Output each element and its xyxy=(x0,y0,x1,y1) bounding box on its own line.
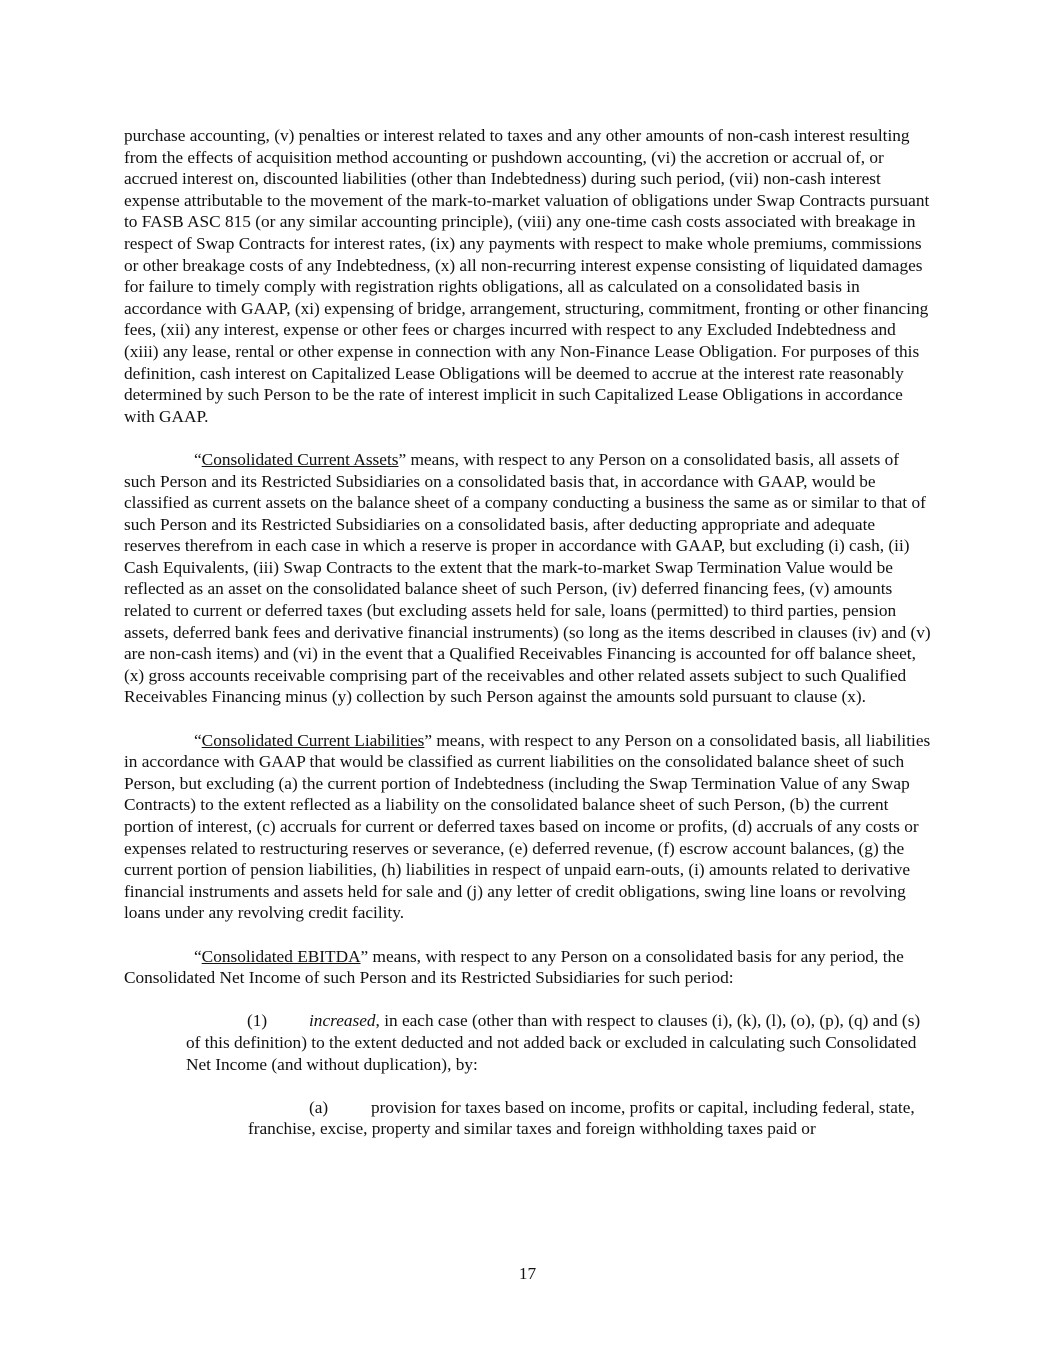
clause-number: (a) xyxy=(309,1097,329,1117)
open-quote: “ xyxy=(194,449,202,469)
clause-keyword: increased xyxy=(309,1011,376,1031)
open-quote: “ xyxy=(194,946,202,966)
clause-a-provision-for-taxes xyxy=(248,1097,932,1140)
defined-term: Consolidated EBITDA xyxy=(201,946,361,966)
page-number: 17 xyxy=(518,1264,537,1283)
open-quote: “ xyxy=(194,730,202,750)
defined-term: Consolidated Current Assets xyxy=(201,449,399,469)
definition-consolidated-current-assets xyxy=(124,449,932,708)
document-page xyxy=(124,125,932,1140)
definition-consolidated-current-liabilities xyxy=(124,730,932,924)
definition-consolidated-ebitda xyxy=(124,946,932,989)
defined-term: Consolidated Current Liabilities xyxy=(201,730,425,750)
paragraph-interest-expense-continuation: purchase accounting, (v) penalties or interest related to taxes and any other amounts of non-cash interest resulting from the effects of acquisition method accounting or pushdown accounting, (vi) the accretion or accrual of, or accrued interest on, discounted liabilities (other than Indebtedness) during such period, (vii) non-cash interest expense attributable to the movement of the mark-to-market valuation of obligations under Swap Contracts pursuant to FASB ASC 815 (or any similar accounting principle), (viii) any one-time cash costs associated with breakage in respect of Swap Contracts for interest rates, (ix) any payments with respect to make whole premiums, commissions or other breakage costs of any Indebtedness, (x) all non-recurring interest expense consisting of liquidated damages for failure to timely comply with registration rights obligations, all as calculated on a consolidated basis in accordance with GAAP, (xi) expensing of bridge, arrangement, structuring, commitment, fronting or other financing fees, (xii) any interest, expense or other fees or charges incurred with respect to any Excluded Indebtedness and (xiii) any lease, rental or other expense in connection with any Non-Finance Lease Obligation. For purposes of this definition, cash interest on Capitalized Lease Obligations will be deemed to accrue at the interest rate reasonably determined by such Person to be the rate of interest implicit in such Capitalized Lease Obligations in accordance with GAAP. xyxy=(124,126,930,426)
clause-text: provision for taxes based on income, profits or capital, including federal, state, franchise, excise, property and similar taxes and foreign withholding taxes paid or xyxy=(248,1097,915,1139)
definition-text: ” means, with respect to any Person on a consolidated basis, all assets of such Person and its Restricted Subsidiaries on a consolidated basis that, in accordance with GAAP, would be classified as current assets on the balance sheet of a company conducting a business the same as or similar to that of such Person and its Restricted Subsidiaries on a consolidated basis, after deducting appropriate and adequate reserves therefrom in each case in which a reserve is proper in accordance with GAAP, but excluding (i) cash, (ii) Cash Equivalents, (iii) Swap Contracts to the extent that the mark-to-market Swap Termination Value would be reflected as an asset on the consolidated balance sheet of such Person, (iv) deferred financing fees, (v) amounts related to current or deferred taxes (but excluding assets held for sale, loans (permitted) to third parties, pension assets, deferred bank fees and derivative financial instruments) (so long as the items described in clauses (iv) and (v) are non-cash items) and (vi) in the event that a Qualified Receivables Financing is accounted for off balance sheet, (x) gross accounts receivable comprising part of the receivables and other related assets subject to such Qualified Receivables Financing minus (y) collection by such Person against the amounts sold pursuant to clause (x). xyxy=(124,449,931,707)
definition-text: ” means, with respect to any Person on a consolidated basis, all liabilities in accordance with GAAP that would be classified as current liabilities on the consolidated balance sheet of such Person, but excluding (a) the current portion of Indebtedness (including the Swap Termination Value of any Swap Contracts) to the extent reflected as a liability on the consolidated balance sheet of such Person, (b) the current portion of interest, (c) accruals for current or deferred taxes based on income or profits, (d) accruals of any costs or expenses related to restructuring reserves or severance, (e) deferred revenue, (f) escrow account balances, (g) the current portion of pension liabilities, (h) liabilities in respect of unpaid earn-outs, (i) amounts related to derivative financial instruments and assets held for sale and (j) any letter of credit obligations, swing line loans or revolving loans under any revolving credit facility. xyxy=(124,730,931,923)
clause-1-increased xyxy=(186,1010,932,1075)
clause-text: , in each case (other than with respect to clauses (i), (k), (l), (o), (p), (q) and (s) of this definition) to the extent deducted and not added back or excluded in calculating such Consolidated Net Income (and without duplication), by: xyxy=(186,1011,921,1074)
definition-text: ” means, with respect to any Person on a consolidated basis for any period, the Consolidated Net Income of such Person and its Restricted Subsidiaries for such period: xyxy=(124,946,904,988)
clause-number: (1) xyxy=(247,1011,268,1031)
